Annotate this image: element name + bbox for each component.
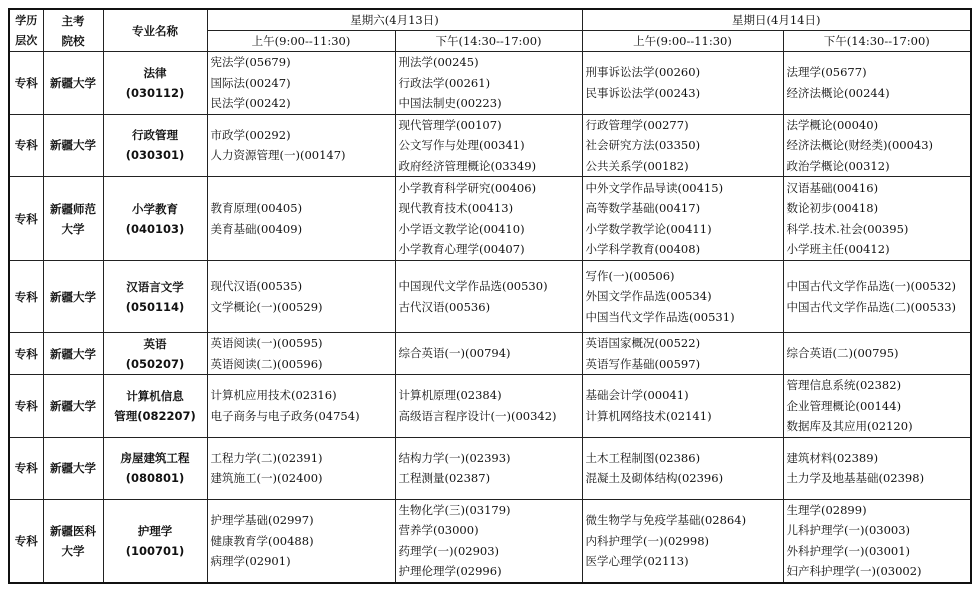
session-cell-sun-pm: [783, 499, 971, 583]
course-item: 经济法概论(财经类)(00043): [786, 138, 934, 152]
session-cell-sat-pm: [395, 437, 582, 499]
major-name: 法律: [143, 65, 167, 80]
major-name: 计算机信息: [126, 388, 184, 403]
course-item: 外国文学作品选(00534): [585, 289, 712, 304]
school-text: 新疆大学: [50, 138, 96, 153]
major-code: (050114): [125, 299, 185, 314]
session-cell-sun-pm: [783, 333, 971, 375]
session-cell-sat-am: [207, 261, 395, 333]
course-item: 刑事诉讼法学(00260): [585, 65, 701, 80]
session-cell-sat-am: [207, 375, 395, 438]
course-item: 行政管理学(00277): [585, 117, 689, 132]
header-level-text: 学历层次: [15, 13, 38, 47]
major-code: (030301): [125, 148, 185, 163]
course-item: 综合英语(一)(00794): [398, 346, 511, 361]
major-cell: [103, 375, 207, 438]
major-name: 小学教育: [132, 201, 178, 216]
level-text: 专科: [14, 289, 38, 304]
level-cell: [9, 499, 43, 583]
course-item: 企业管理概论(00144): [786, 398, 902, 413]
header-sat-am: 上午(9:00--11:30): [207, 31, 395, 52]
session-cell-sat-pm: [395, 261, 582, 333]
course-item: 法理学(05677): [786, 65, 867, 80]
course-item: 高级语言程序设计(一)(00342): [398, 408, 557, 423]
course-item: 建筑施工(一)(02400): [210, 471, 323, 485]
course-item: 土木工程制图(02386): [585, 450, 701, 465]
course-item: 中国现代文学作品选(00530): [398, 279, 548, 293]
session-cell-sat-pm: [395, 114, 582, 177]
course-item: 数据库及其应用(02120): [786, 419, 913, 433]
session-cell-sun-pm: [783, 261, 971, 333]
level-text: 专科: [14, 346, 38, 361]
course-item: 基础会计学(00041): [585, 388, 689, 403]
course-item: 文学概论(一)(00529): [210, 299, 323, 314]
table-row: [9, 437, 971, 499]
course-item: 生物化学(三)(03179): [398, 502, 511, 517]
school-cell: [43, 261, 103, 333]
session-cell-sun-pm: [783, 52, 971, 115]
course-item: 病理学(02901): [210, 554, 291, 568]
session-cell-sat-am: [207, 177, 395, 261]
course-item: 管理信息系统(02382): [786, 378, 902, 392]
course-item: 综合英语(二)(00795): [786, 346, 899, 361]
header-sun-am: 上午(9:00--11:30): [582, 31, 783, 52]
course-item: 药理学(一)(02903): [398, 543, 500, 558]
schedule-table: [8, 8, 972, 584]
course-item: 写作(一)(00506): [585, 268, 675, 283]
schedule-body: [9, 52, 971, 584]
course-item: 经济法概论(00244): [786, 85, 890, 100]
major-name: 汉语言文学: [126, 279, 184, 294]
header-school: [43, 9, 103, 52]
school-text: 新疆大学: [50, 398, 96, 413]
session-cell-sat-am: [207, 114, 395, 177]
school-text: 新疆医科大学: [50, 523, 96, 558]
table-row: [9, 333, 971, 375]
school-cell: [43, 114, 103, 177]
course-item: 护理伦理学(02996): [398, 564, 502, 579]
course-item: 妇产科护理学(一)(03002): [786, 564, 922, 579]
session-cell-sat-am: [207, 333, 395, 375]
session-cell-sat-am: [207, 52, 395, 115]
course-item: 小学教育心理学(00407): [398, 242, 525, 256]
course-item: 高等数学基础(00417): [585, 201, 701, 215]
school-cell: [43, 52, 103, 115]
session-cell-sat-pm: [395, 499, 582, 583]
school-text: 新疆大学: [50, 75, 96, 90]
course-item: 人力资源管理(一)(00147): [210, 148, 346, 163]
major-code: 管理(082207): [114, 408, 196, 423]
session-cell-sun-am: [582, 261, 783, 333]
session-cell-sun-am: [582, 375, 783, 438]
course-item: 工程力学(二)(02391): [210, 450, 323, 465]
course-item: 政治学概论(00312): [786, 158, 890, 173]
major-name: 护理学: [137, 523, 173, 538]
table-row: [9, 52, 971, 115]
course-item: 土力学及地基基础(02398): [786, 471, 925, 485]
course-item: 现代汉语(00535): [210, 279, 303, 293]
session-cell-sat-am: [207, 437, 395, 499]
header-saturday: 星期六(4月13日): [207, 9, 582, 31]
table-row: [9, 114, 971, 177]
course-item: 工程测量(02387): [398, 471, 491, 485]
table-row: [9, 261, 971, 333]
major-cell: [103, 52, 207, 115]
major-name: 英语: [143, 336, 167, 351]
course-item: 电子商务与电子政务(04754): [210, 408, 360, 423]
session-cell-sat-pm: [395, 52, 582, 115]
course-item: 计算机网络技术(02141): [585, 408, 712, 423]
session-cell-sun-pm: [783, 375, 971, 438]
course-item: 国际法(00247): [210, 75, 291, 90]
major-cell: [103, 499, 207, 583]
major-cell: [103, 114, 207, 177]
course-item: 科学.技术.社会(00395): [786, 221, 909, 236]
course-item: 公共关系学(00182): [585, 158, 689, 173]
session-cell-sun-pm: [783, 177, 971, 261]
school-text: 新疆大学: [50, 461, 96, 475]
major-name: 行政管理: [132, 128, 178, 143]
level-text: 专科: [14, 211, 38, 226]
course-item: 中国当代文学作品选(00531): [585, 309, 735, 324]
course-item: 刑法学(00245): [398, 55, 479, 69]
session-cell-sun-am: [582, 437, 783, 499]
course-item: 小学班主任(00412): [786, 242, 890, 256]
exam-schedule: [8, 8, 972, 584]
course-item: 数论初步(00418): [786, 201, 879, 215]
major-code: (040103): [125, 221, 185, 236]
level-cell: [9, 261, 43, 333]
course-item: 计算机应用技术(02316): [210, 388, 337, 403]
level-cell: [9, 375, 43, 438]
course-item: 汉语基础(00416): [786, 180, 879, 195]
table-row: [9, 177, 971, 261]
course-item: 美育基础(00409): [210, 221, 303, 236]
level-cell: [9, 114, 43, 177]
major-cell: [103, 333, 207, 375]
session-cell-sun-pm: [783, 114, 971, 177]
session-cell-sun-am: [582, 52, 783, 115]
table-row: [9, 499, 971, 583]
course-item: 英语阅读(一)(00595): [210, 336, 323, 350]
course-item: 民法学(00242): [210, 96, 291, 110]
level-cell: [9, 52, 43, 115]
course-item: 法学概论(00040): [786, 117, 879, 132]
school-text: 新疆大学: [50, 346, 96, 361]
course-item: 市政学(00292): [210, 127, 291, 142]
session-cell-sun-am: [582, 499, 783, 583]
school-cell: [43, 375, 103, 438]
header-major: 专业名称: [103, 9, 207, 52]
session-cell-sat-pm: [395, 177, 582, 261]
course-item: 社会研究方法(03350): [585, 138, 701, 152]
school-text: 新疆大学: [50, 289, 96, 304]
course-item: 古代汉语(00536): [398, 299, 491, 314]
course-item: 中国法制史(00223): [398, 96, 502, 110]
course-item: 教育原理(00405): [210, 201, 303, 215]
session-cell-sat-am: [207, 499, 395, 583]
level-text: 专科: [14, 75, 38, 90]
school-cell: [43, 437, 103, 499]
course-item: 建筑材料(02389): [786, 450, 879, 465]
course-item: 公文写作与处理(00341): [398, 138, 525, 152]
major-cell: [103, 437, 207, 499]
course-item: 外科护理学(一)(03001): [786, 543, 911, 558]
table-row: [9, 375, 971, 438]
level-text: 专科: [14, 533, 38, 548]
course-item: 计算机原理(02384): [398, 388, 502, 403]
course-item: 民事诉讼法学(00243): [585, 85, 701, 100]
course-item: 营养学(03000): [398, 523, 479, 538]
level-cell: [9, 437, 43, 499]
level-text: 专科: [14, 138, 38, 153]
course-item: 儿科护理学(一)(03003): [786, 523, 911, 538]
level-text: 专科: [14, 461, 38, 475]
major-code: (050207): [125, 356, 185, 371]
school-cell: [43, 499, 103, 583]
course-item: 英语国家概况(00522): [585, 336, 701, 350]
course-item: 小学教育科学研究(00406): [398, 180, 537, 195]
header-sat-pm: 下午(14:30--17:00): [395, 31, 582, 52]
course-item: 小学数学教学论(00411): [585, 221, 712, 236]
major-code: (100701): [125, 543, 185, 558]
session-cell-sat-pm: [395, 333, 582, 375]
major-cell: [103, 261, 207, 333]
course-item: 微生物学与免疫学基础(02864): [585, 513, 747, 527]
header-row-days: [9, 9, 971, 31]
course-item: 现代教育技术(00413): [398, 201, 514, 215]
course-item: 内科护理学(一)(02998): [585, 533, 710, 548]
major-cell: [103, 177, 207, 261]
course-item: 医学心理学(02113): [585, 554, 689, 568]
session-cell-sun-am: [582, 333, 783, 375]
course-item: 小学科学教育(00408): [585, 242, 701, 256]
session-cell-sun-am: [582, 114, 783, 177]
course-item: 英语阅读(二)(00596): [210, 356, 323, 371]
course-item: 行政法学(00261): [398, 75, 491, 90]
course-item: 英语写作基础(00597): [585, 356, 701, 371]
course-item: 结构力学(一)(02393): [398, 450, 511, 465]
major-code: (030112): [125, 85, 185, 100]
course-item: 政府经济管理概论(03349): [398, 158, 537, 173]
school-cell: [43, 177, 103, 261]
course-item: 现代管理学(00107): [398, 117, 502, 132]
course-item: 中国古代文学作品选(二)(00533): [786, 299, 957, 314]
course-item: 健康教育学(00488): [210, 533, 314, 548]
header-sunday: 星期日(4月14日): [582, 9, 971, 31]
session-cell-sun-pm: [783, 437, 971, 499]
course-item: 生理学(02899): [786, 502, 867, 517]
header-level: [9, 9, 43, 52]
header-school-text: 主考院校: [61, 13, 85, 48]
school-text: 新疆师范大学: [50, 201, 96, 236]
level-cell: [9, 177, 43, 261]
level-text: 专科: [14, 398, 38, 413]
course-item: 护理学基础(02997): [210, 513, 314, 527]
session-cell-sun-am: [582, 177, 783, 261]
header-sun-pm: 下午(14:30--17:00): [783, 31, 971, 52]
course-item: 混凝土及砌体结构(02396): [585, 471, 724, 485]
course-item: 宪法学(05679): [210, 55, 291, 69]
major-name: 房屋建筑工程: [120, 451, 190, 465]
level-cell: [9, 333, 43, 375]
session-cell-sat-pm: [395, 375, 582, 438]
course-item: 小学语文教学论(00410): [398, 221, 525, 236]
course-item: 中外文学作品导读(00415): [585, 180, 724, 195]
major-code: (080801): [125, 471, 185, 485]
school-cell: [43, 333, 103, 375]
course-item: 中国古代文学作品选(一)(00532): [786, 279, 957, 293]
